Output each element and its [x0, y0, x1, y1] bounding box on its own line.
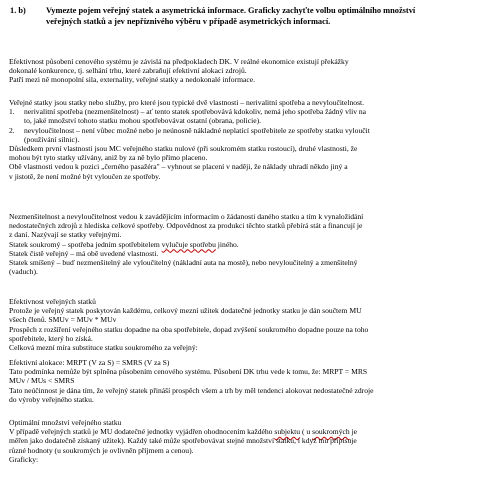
text-line: (používání silnic).: [24, 134, 80, 144]
heading-line: veřejných statků a jev nepříznivého výběru v případě asymetrických informací.: [46, 16, 331, 26]
text-line: Celková mezní míra substituce statku soukromého za veřejný:: [9, 343, 198, 353]
paragraph-market-failure: [9, 57, 471, 85]
text-span: * MUv: [92, 315, 117, 325]
text-line: [9, 315, 471, 324]
text-line: do výroby veřejného statku.: [9, 394, 94, 404]
text-line: Graficky:: [9, 454, 39, 464]
paragraph-types-of-goods: [9, 212, 471, 276]
text-line: Statek smíšený – buď nezmenšitelný ale vyloučitelný (nákladní auta na mostě), nebo nevyloučitelný a zmenšitelný: [9, 258, 358, 268]
paragraph-optimal-quantity: [9, 418, 471, 464]
text-span: všech členů. SMUv =: [9, 315, 77, 325]
text-span: je: [349, 427, 358, 437]
text-line: [9, 427, 471, 436]
text-line: Obě vlastnosti vedou k pozici „černého pasažéra" – vyhnout se placení v naději, že náklady uhradí někdo jiný a: [9, 162, 348, 172]
heading-line: Vymezte pojem veřejný statek a asymetrická informace. Graficky zachyťte volbu optimálního množství: [46, 6, 416, 15]
section-title: Optimální množství veřejného statku: [9, 418, 122, 427]
text-line: Statek čistě veřejný – má obě uvedené vlastnosti.: [9, 248, 159, 258]
text-span: V případě veřejných statků je MU dodatečné jednotky vyjádřen ohodnocením každého: [9, 427, 275, 437]
text-line: Prospěch z rozšíření veřejného statku dopadne na oba spotřebitele, dopad zvýšení soukromého dopadne pouze na toho: [9, 324, 369, 334]
text-line: [9, 306, 471, 315]
paragraph-efficiency: [9, 297, 471, 352]
question-number: 1. b): [10, 6, 26, 15]
text-line: MUv / MUs < SMRS: [9, 376, 75, 386]
text-span: Protože je veřejný statek poskytován každému, celkový mezní užitek dodatečné jednotky statku je dán součtem MU: [9, 306, 362, 316]
paragraph-public-goods-definition: [9, 98, 471, 181]
text-span: Statek soukromý – spotřeba jedním spotřebitelem: [9, 239, 162, 249]
list-number: 1.: [9, 107, 15, 117]
list-item: [9, 107, 471, 116]
text-line: spotřebitele, který ho získá.: [9, 333, 93, 343]
section-title: Efektivnost veřejných statků: [9, 297, 96, 306]
text-line: (vaduch).: [9, 267, 38, 277]
text-line: Efektivní alokace: MRPT (V za S) = SMRS (V za S): [9, 358, 170, 367]
text-span: MUv: [76, 315, 93, 325]
list-item: [9, 126, 471, 135]
text-line: nerivalitní spotřeba (nezmenšitelnost) – ať tento statek spotřebovává kdokoliv, nemá jeho spotřeba žádný vliv na: [24, 107, 367, 117]
text-line: z daní. Nazývají se statky veřejnými.: [9, 230, 122, 240]
text-line: nevyloučitelnost – není vůbec možné nebo je neúnosně nákladné neplatící spotřebitele ze spotřeby statku vyloučit: [24, 125, 370, 135]
spellcheck-underlined-text: vylučuje spotřebu: [161, 239, 216, 249]
text-line: to, jaké množství tohoto statku mohou spotřebovávat ostatní (obrana, policie).: [24, 116, 262, 126]
text-line: dokonalé konkurence, tj. selhání trhu, které zabraňují efektivní alokaci zdrojů.: [9, 66, 247, 76]
text-line: mohou být tyto statky užívány, aniž by za ně bylo přímo placeno.: [9, 153, 208, 163]
text-line: Patří mezi ně monopolní sila, externality, veřejné statky a nedokonalé informace.: [9, 75, 256, 85]
text-line: různé hodnoty (u soukromých je ovlivněn příjmem a cenou).: [9, 445, 194, 455]
text-line: Efektivnost působení cenového systému je závislá na předpokladech DK. V reálné ekonomice existují překážky: [9, 57, 349, 66]
text-line: Důsledkem první vlastnosti jsou MC veřejného statku nulové (při soukromém statku rostoucí), druhé vlastnosti, že: [9, 144, 358, 154]
question-text: [46, 6, 436, 27]
text-line: v jistotě, že není možné být vyloučen ze spotřeby.: [9, 171, 161, 181]
text-line: nedostatečných zdrojů z hlediska celkové spotřeby. Odpovědnost za produkci těchto statků přebírá stát a financují je: [9, 221, 363, 231]
list-number: 2.: [9, 125, 15, 135]
text-line: Tato podmínka nemůže být splněna působením cenového systému. Působení DK trhu vede k tomu, že: MRPT = MRS: [9, 367, 368, 377]
text-span: jiného.: [215, 239, 239, 249]
text-span: ( u: [300, 427, 313, 437]
text-line: Tato neúčinnost je dána tím, že veřejný statek přináší prospěch všem a trh by měl tendenci alokovat nedostatečné zdroje: [9, 385, 374, 395]
spellcheck-underlined-text: subjektu: [274, 427, 301, 437]
text-line: měřen jako dodatečně získaný užitek). Každý také může spotřebovávat stejné množství statku, i když mu připisuje: [9, 436, 357, 446]
paragraph-allocation: [9, 358, 471, 404]
text-line: Nezmenšitelnost a nevyloučitelnost vedou k zavádějícím informacím o žádanosti daného statku a tím k vynaložidání: [9, 212, 364, 221]
text-line: [9, 240, 471, 249]
spellcheck-underlined-text: soukromých: [312, 427, 350, 437]
text-line: Veřejné statky jsou statky nebo služby, pro které jsou typické dvě vlastnosti – nerivalitní spotřeba a nevyloučitelnost.: [9, 98, 365, 107]
